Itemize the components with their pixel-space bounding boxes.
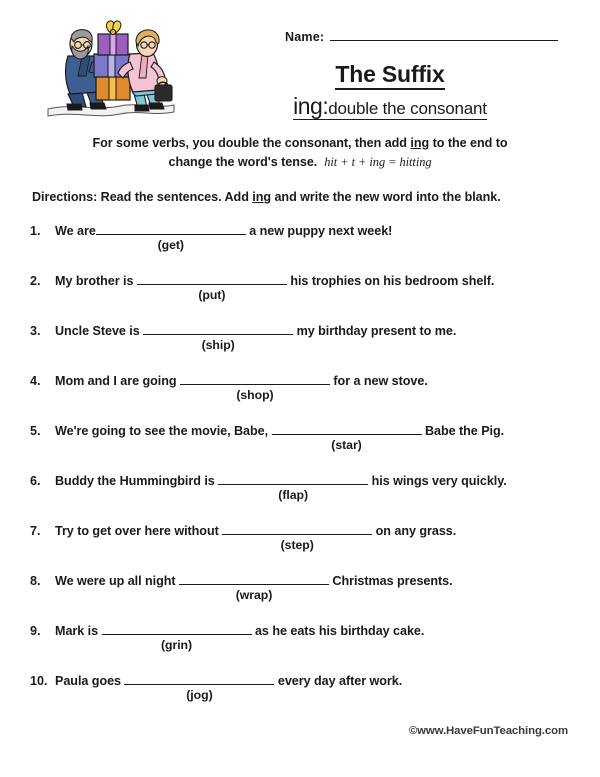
question-item	[30, 471, 574, 521]
question-item	[30, 421, 574, 471]
name-label: Name:	[285, 30, 325, 44]
directions-label: Directions:	[32, 190, 98, 205]
subtitle-rule: double the consonant	[328, 99, 487, 119]
question-line	[30, 571, 574, 603]
answer-blank-wrapper	[218, 471, 368, 503]
base-word-hint: (step)	[280, 538, 314, 553]
answer-blank-wrapper	[96, 221, 246, 253]
question-number: 4.	[30, 374, 41, 389]
question-text-after: as he eats his birthday cake.	[251, 624, 425, 639]
name-field-row	[285, 30, 558, 44]
questions-list	[0, 221, 600, 721]
question-text-after: his wings very quickly.	[368, 474, 507, 489]
question-number: 7.	[30, 524, 41, 539]
question-text-after: on any grass.	[372, 524, 457, 539]
answer-blank[interactable]	[124, 671, 274, 685]
question-line	[30, 471, 574, 503]
directions-paragraph	[32, 188, 570, 207]
question-item	[30, 271, 574, 321]
answer-blank[interactable]	[179, 571, 329, 585]
question-line	[30, 621, 574, 653]
question-line	[30, 521, 574, 553]
answer-blank-wrapper	[222, 521, 372, 553]
subtitle-suffix: ing:	[293, 93, 329, 120]
question-item	[30, 521, 574, 571]
question-item	[30, 221, 574, 271]
answer-blank-wrapper	[137, 271, 287, 303]
question-number: 6.	[30, 474, 41, 489]
question-text-after: a new puppy next week!	[245, 224, 393, 239]
answer-blank-wrapper	[143, 321, 293, 353]
base-word-hint: (shop)	[236, 388, 274, 403]
question-number: 10.	[30, 674, 48, 689]
base-word-hint: (wrap)	[235, 588, 273, 603]
question-number: 3.	[30, 324, 41, 339]
answer-blank[interactable]	[143, 321, 293, 335]
intro-line1-a: For some verbs, you double the consonant, then add	[92, 136, 411, 150]
answer-blank[interactable]	[102, 621, 252, 635]
intro-example: hit + t + ing = hitting	[324, 155, 432, 170]
directions-ing-underlined: ing	[252, 190, 272, 205]
question-item	[30, 621, 574, 671]
answer-blank[interactable]	[222, 521, 372, 535]
page-title: The Suffix	[335, 62, 444, 90]
base-word-hint: (jog)	[186, 688, 213, 703]
base-word-hint: (grin)	[160, 638, 193, 653]
base-word-hint: (star)	[331, 438, 362, 453]
question-text-before: Uncle Steve is	[55, 324, 144, 339]
answer-blank-wrapper	[102, 621, 252, 653]
question-number: 8.	[30, 574, 41, 589]
answer-blank[interactable]	[218, 471, 368, 485]
question-line	[30, 421, 574, 453]
question-item	[30, 371, 574, 421]
question-text-after: Christmas presents.	[328, 574, 453, 589]
answer-blank-wrapper	[272, 421, 422, 453]
directions-text-b: and write the new word into the blank.	[271, 190, 501, 205]
question-number: 9.	[30, 624, 41, 639]
question-text-after: Babe the Pig.	[421, 424, 505, 439]
question-item	[30, 321, 574, 371]
question-line	[30, 221, 574, 253]
answer-blank[interactable]	[137, 271, 287, 285]
question-text-before: Try to get over here without	[55, 524, 223, 539]
answer-blank-wrapper	[124, 671, 274, 703]
question-text-before: Paula goes	[55, 674, 125, 689]
question-text-before: We're going to see the movie, Babe,	[55, 424, 272, 439]
intro-line1-b: to the end to	[429, 136, 508, 150]
name-input-line[interactable]	[330, 39, 558, 41]
base-word-hint: (ship)	[201, 338, 235, 353]
question-text-after: his trophies on his bedroom shelf.	[286, 274, 495, 289]
question-text-after: for a new stove.	[329, 374, 428, 389]
question-text-after: every day after work.	[274, 674, 403, 689]
question-number: 2.	[30, 274, 41, 289]
question-text-before: We were up all night	[55, 574, 179, 589]
answer-blank[interactable]	[272, 421, 422, 435]
question-line	[30, 271, 574, 303]
question-text-after: my birthday present to me.	[293, 324, 457, 339]
base-word-hint: (put)	[198, 288, 226, 303]
intro-paragraph	[44, 134, 556, 172]
answer-blank-wrapper	[180, 371, 330, 403]
answer-blank-wrapper	[179, 571, 329, 603]
question-text-before: My brother is	[55, 274, 137, 289]
footer-credit: ©www.HaveFunTeaching.com	[408, 725, 568, 737]
base-word-hint: (get)	[157, 238, 184, 253]
question-number: 1.	[30, 224, 41, 239]
question-text-before: Mark is	[55, 624, 102, 639]
question-text-before: Mom and I are going	[55, 374, 180, 389]
question-text-before: Buddy the Hummingbird is	[55, 474, 219, 489]
question-line	[30, 671, 574, 703]
question-text-before: We are	[55, 224, 96, 239]
question-line	[30, 321, 574, 353]
elderly-couple-carrying-gifts-clipart	[34, 6, 182, 126]
worksheet-title-block	[180, 62, 600, 120]
answer-blank[interactable]	[96, 221, 246, 235]
intro-ing-underlined: ing	[410, 136, 430, 150]
worksheet-header	[0, 0, 600, 128]
answer-blank[interactable]	[180, 371, 330, 385]
base-word-hint: (flap)	[278, 488, 309, 503]
question-item	[30, 671, 574, 721]
question-number: 5.	[30, 424, 41, 439]
directions-text-a: Read the sentences. Add	[97, 190, 253, 205]
page-subtitle	[180, 94, 600, 120]
question-item	[30, 571, 574, 621]
intro-line2: change the word's tense.	[168, 155, 318, 170]
question-line	[30, 371, 574, 403]
